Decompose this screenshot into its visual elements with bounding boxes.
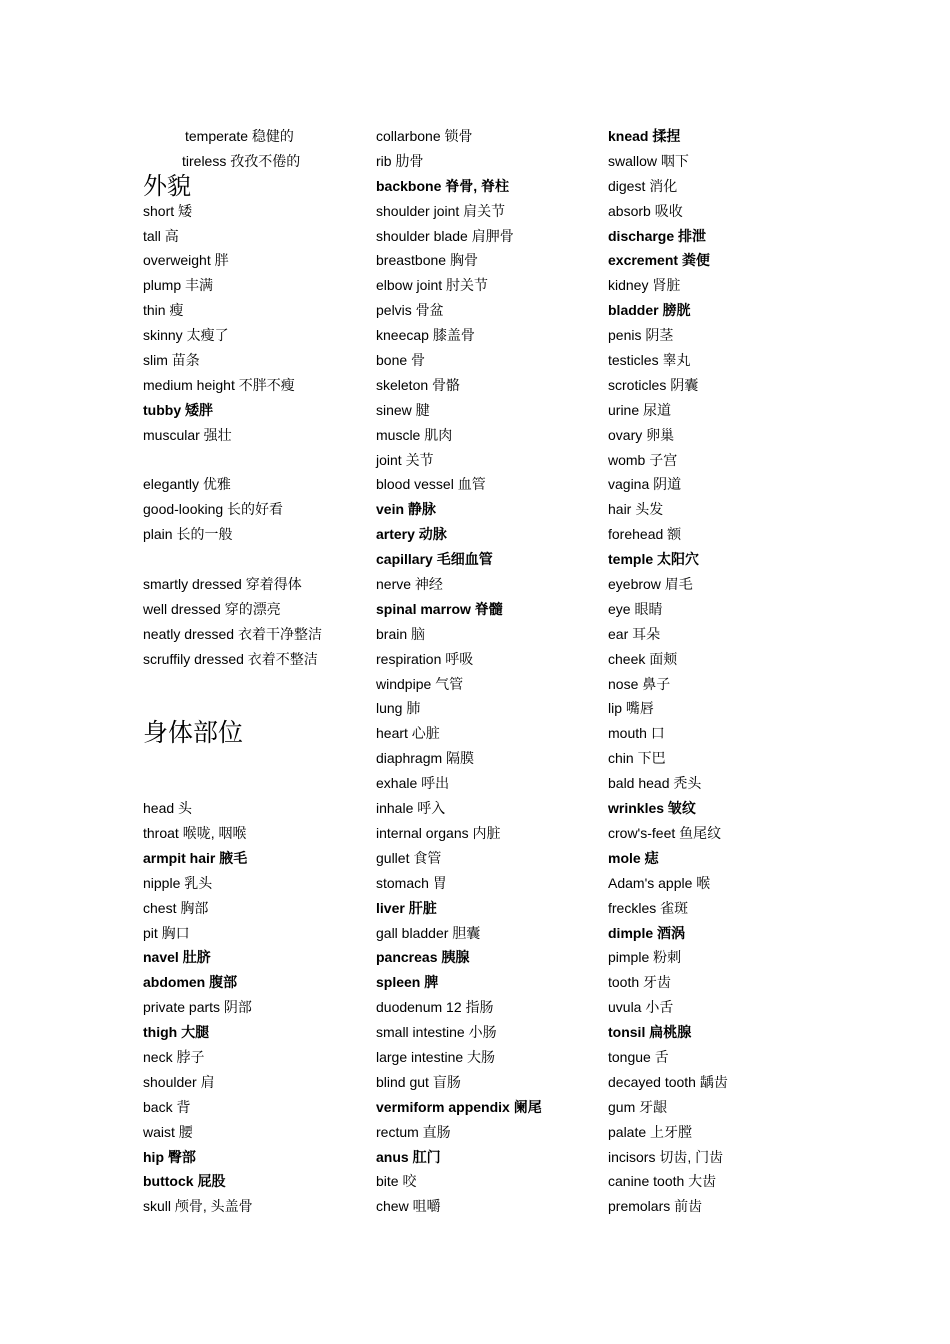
vocab-entry: small intestine 小肠 (376, 1024, 497, 1041)
vocab-entry: heart 心脏 (376, 725, 440, 742)
vocab-entry: urine 尿道 (608, 401, 672, 418)
vocab-entry: abdomen 腹部 (143, 974, 238, 991)
vocab-entry: windpipe 气管 (376, 675, 464, 692)
vocab-entry: nerve 神经 (376, 576, 443, 593)
vocab-entry: pancreas 胰腺 (376, 949, 470, 966)
vocab-entry: stomach 胃 (376, 874, 447, 891)
vocab-entry: lip 嘴唇 (608, 700, 654, 717)
vocab-entry: bone 骨 (376, 352, 426, 369)
vocab-entry: anus 肛门 (376, 1148, 441, 1165)
vocab-entry: shoulder joint 肩关节 (376, 202, 506, 219)
vocab-entry: vermiform appendix 阑尾 (376, 1098, 542, 1115)
vocab-entry: skeleton 骨骼 (376, 376, 461, 393)
vocab-entry: liver 肝脏 (376, 899, 437, 916)
vocab-entry: decayed tooth 龋齿 (608, 1073, 728, 1090)
vocab-entry: kidney 肾脏 (608, 277, 681, 294)
vocab-entry: freckles 雀斑 (608, 899, 689, 916)
vocab-entry: artery 动脉 (376, 526, 447, 543)
vocab-entry: dimple 酒涡 (608, 924, 686, 941)
vocab-entry: buttock 屁股 (143, 1173, 226, 1190)
vocab-entry: armpit hair 腋毛 (143, 849, 248, 866)
vocab-entry: rectum 直肠 (376, 1123, 451, 1140)
vocab-entry: tooth 牙齿 (608, 974, 672, 991)
vocab-entry: nipple 乳头 (143, 874, 213, 891)
vocab-entry: breastbone 胸骨 (376, 252, 478, 269)
vocab-entry: smartly dressed 穿着得体 (143, 576, 302, 593)
vocab-entry: hair 头发 (608, 501, 664, 518)
vocab-entry: scruffily dressed 衣着不整洁 (143, 650, 318, 667)
vocab-entry: tongue 舌 (608, 1048, 669, 1065)
vocab-entry: spleen 脾 (376, 974, 439, 991)
vocab-entry: crow's-feet 鱼尾纹 (608, 824, 722, 841)
vocab-entry: knead 揉捏 (608, 128, 681, 144)
vocab-entry: internal organs 内脏 (376, 824, 501, 841)
vocab-entry: eyebrow 眉毛 (608, 576, 693, 593)
vocab-entry: spinal marrow 脊髓 (376, 600, 503, 617)
word-column-2 (376, 124, 542, 1219)
vocab-entry: gum 牙龈 (608, 1098, 668, 1115)
blank-line (143, 672, 322, 697)
vocab-entry: throat 喉咙, 咽喉 (143, 824, 247, 841)
vocab-entry: slim 苗条 (143, 352, 200, 369)
blank-line (143, 448, 322, 473)
vocab-entry: pimple 粉刺 (608, 949, 682, 966)
vocab-entry: vagina 阴道 (608, 476, 682, 493)
vocab-entry: plain 长的一般 (143, 526, 233, 543)
vocab-entry: pit 胸口 (143, 924, 190, 941)
vocab-entry: gall bladder 胆囊 (376, 924, 481, 941)
vocab-entry: pelvis 骨盆 (376, 302, 444, 319)
vocab-entry: swallow 咽下 (608, 152, 689, 169)
blank-line (143, 746, 322, 771)
vocab-entry: private parts 阴部 (143, 999, 252, 1016)
vocab-entry: back 背 (143, 1098, 191, 1115)
vocab-entry: discharge 排泄 (608, 227, 707, 244)
vocab-entry: tonsil 扁桃腺 (608, 1024, 692, 1041)
vocab-entry: forehead 额 (608, 526, 682, 543)
vocab-entry: uvula 小舌 (608, 999, 674, 1016)
vocab-entry: premolars 前齿 (608, 1198, 703, 1215)
vocab-entry: well dressed 穿的漂亮 (143, 600, 281, 617)
vocab-entry: good-looking 长的好看 (143, 501, 284, 518)
vocab-entry: temperate 稳健的 (185, 128, 294, 144)
vocab-entry: waist 腰 (143, 1123, 193, 1140)
vocab-entry: bladder 膀胱 (608, 302, 691, 319)
vocab-entry: kneecap 膝盖骨 (376, 327, 475, 344)
vocab-entry: bite 咬 (376, 1173, 417, 1190)
vocab-entry: collarbone 锁骨 (376, 128, 473, 144)
vocab-entry: medium height 不胖不瘦 (143, 376, 295, 393)
vocab-entry: penis 阴茎 (608, 327, 674, 344)
vocab-entry: wrinkles 皱纹 (608, 800, 696, 817)
vocab-entry: elbow joint 肘关节 (376, 277, 489, 294)
vocab-entry: rib 肋骨 (376, 152, 424, 169)
vocab-entry: diaphragm 隔膜 (376, 750, 475, 767)
vocab-entry: tall 高 (143, 227, 179, 244)
vocab-entry: shoulder blade 肩胛骨 (376, 227, 514, 244)
vocab-entry: testicles 睾丸 (608, 352, 691, 369)
section-heading: 身体部位 (143, 718, 244, 748)
vocab-entry: ear 耳朵 (608, 625, 661, 642)
vocab-entry: backbone 脊骨, 脊柱 (376, 177, 510, 194)
vocab-entry: womb 子宫 (608, 451, 678, 468)
vocab-entry: sinew 腱 (376, 401, 430, 418)
vocab-entry: capillary 毛细血管 (376, 551, 493, 568)
vocab-entry: chew 咀嚼 (376, 1198, 441, 1215)
vocab-entry: respiration 呼吸 (376, 650, 474, 667)
vocab-entry: lung 肺 (376, 700, 421, 717)
word-column-1 (143, 124, 322, 1219)
vocab-entry: muscular 强壮 (143, 426, 232, 443)
vocab-entry: mole 痣 (608, 849, 659, 866)
vocab-entry: brain 脑 (376, 625, 426, 642)
vocab-entry: skull 颅骨, 头盖骨 (143, 1198, 253, 1215)
word-column-3 (608, 124, 728, 1219)
vocab-entry: duodenum 12 指肠 (376, 999, 494, 1016)
vocab-entry: excrement 粪便 (608, 252, 710, 269)
vocab-entry: elegantly 优雅 (143, 476, 231, 493)
vocab-entry: tubby 矮胖 (143, 401, 213, 418)
vocab-entry: canine tooth 大齿 (608, 1173, 717, 1190)
vocab-entry: palate 上牙膛 (608, 1123, 693, 1140)
vocab-entry: exhale 呼出 (376, 775, 450, 792)
vocab-entry: blood vessel 血管 (376, 476, 486, 493)
vocab-entry: scroticles 阴囊 (608, 376, 699, 393)
vocab-entry: navel 肚脐 (143, 949, 211, 966)
vocab-entry: ovary 卵巢 (608, 426, 675, 443)
vocab-entry: skinny 太瘦了 (143, 327, 229, 344)
vocab-entry: head 头 (143, 800, 193, 817)
vocab-entry: bald head 秃头 (608, 775, 702, 792)
vocab-entry: thin 瘦 (143, 302, 184, 319)
vocab-entry: eye 眼睛 (608, 600, 663, 617)
vocab-entry: neck 脖子 (143, 1048, 205, 1065)
vocab-entry: thigh 大腿 (143, 1024, 210, 1041)
vocab-entry: short 矮 (143, 202, 193, 219)
vocab-entry: incisors 切齿, 门齿 (608, 1148, 724, 1165)
vocab-entry: muscle 肌肉 (376, 426, 453, 443)
blank-line (143, 771, 322, 796)
vocab-entry: vein 静脉 (376, 501, 436, 518)
vocab-entry: joint 关节 (376, 451, 434, 468)
vocab-entry: blind gut 盲肠 (376, 1073, 461, 1090)
vocab-entry: large intestine 大肠 (376, 1048, 496, 1065)
vocab-entry: chest 胸部 (143, 899, 209, 916)
section-heading: 外貌 (143, 171, 191, 200)
vocab-entry: absorb 吸收 (608, 202, 683, 219)
vocab-entry: neatly dressed 衣着干净整洁 (143, 625, 322, 642)
vocab-entry: cheek 面颊 (608, 650, 678, 667)
vocab-entry: mouth 口 (608, 725, 665, 742)
vocab-entry: inhale 呼入 (376, 800, 446, 817)
blank-line (143, 547, 322, 572)
vocab-entry: digest 消化 (608, 177, 678, 194)
vocab-entry: temple 太阳穴 (608, 551, 700, 568)
vocab-entry: hip 臀部 (143, 1148, 196, 1165)
vocab-entry: nose 鼻子 (608, 675, 671, 692)
vocab-entry: shoulder 肩 (143, 1073, 215, 1090)
vocab-entry: chin 下巴 (608, 750, 666, 767)
vocab-entry: gullet 食管 (376, 849, 442, 866)
vocab-entry: tireless 孜孜不倦的 (182, 152, 301, 169)
vocab-entry: Adam's apple 喉 (608, 874, 711, 891)
vocab-entry: plump 丰满 (143, 277, 214, 294)
vocab-entry: overweight 胖 (143, 252, 229, 269)
